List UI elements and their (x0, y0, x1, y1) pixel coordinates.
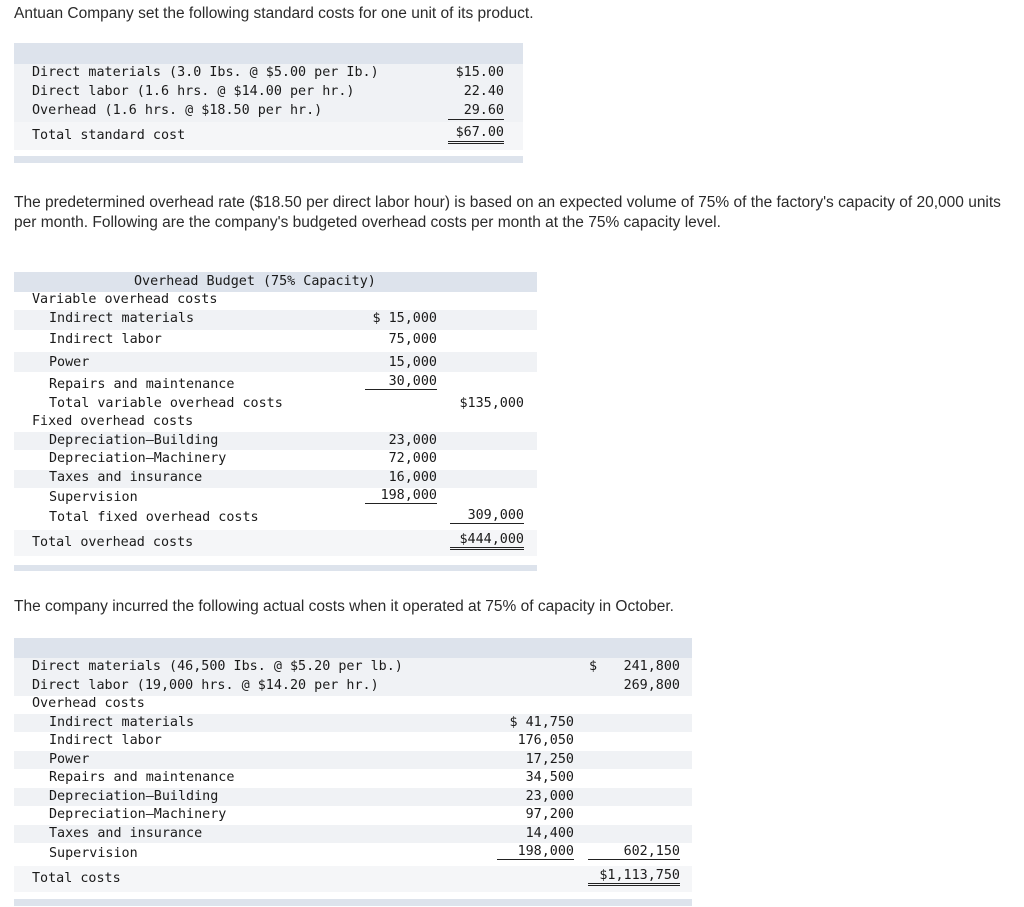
actual-dm-label: Direct materials (46,500 Ibs. @ $5.20 per lb.) (32, 659, 403, 674)
actual-item-label: Indirect labor (49, 733, 162, 748)
actual-costs-paragraph: The company incurred the following actual costs when it operated at 75% of capacity in October. (14, 598, 674, 615)
std-row-amount: 22.40 (463, 84, 504, 99)
actual-item-label: Supervision (49, 846, 138, 861)
std-row-amount: 29.60 (448, 103, 504, 120)
std-total-amount: $67.00 (448, 125, 504, 144)
actual-item-label: Depreciation—Machinery (49, 807, 227, 822)
budget-item-amount: 15,000 (388, 355, 437, 370)
intro-text: Antuan Company set the following standard costs for one unit of its product. (14, 5, 534, 22)
grand-total-amount: $444,000 (450, 532, 524, 550)
variable-heading: Variable overhead costs (32, 292, 218, 307)
actual-dm-dollar: $ (589, 659, 598, 674)
actual-item-label: Power (49, 752, 90, 767)
std-row-label: Direct materials (3.0 Ibs. @ $5.00 per Ib.) (32, 65, 379, 80)
std-row-label: Overhead (1.6 hrs. @ $18.50 per hr.) (32, 103, 323, 118)
std-row-label: Direct labor (1.6 hrs. @ $14.00 per hr.) (32, 84, 355, 99)
actual-overhead-heading: Overhead costs (32, 696, 145, 711)
std-total-label: Total standard cost (32, 128, 186, 143)
actual-item-amount: 14,400 (525, 826, 574, 841)
actual-item-amount: $ 41,750 (509, 715, 574, 730)
actual-item-amount: 23,000 (525, 789, 574, 804)
budget-item-amount: $ 15,000 (372, 311, 437, 326)
budget-item-amount: 23,000 (388, 433, 437, 448)
std-row-amount: $15.00 (455, 65, 504, 80)
fixed-heading: Fixed overhead costs (32, 414, 194, 429)
actual-item-label: Repairs and maintenance (49, 770, 235, 785)
budget-item-label: Indirect materials (49, 311, 195, 326)
actual-item-amount: 17,250 (525, 752, 574, 767)
budget-item-label: Depreciation—Machinery (49, 451, 227, 466)
actual-dl-label: Direct labor (19,000 hrs. @ $14.20 per hr.) (32, 678, 379, 693)
actual-item-amount: 34,500 (525, 770, 574, 785)
budget-item-amount: 198,000 (365, 488, 437, 504)
budget-item-label: Supervision (49, 490, 138, 505)
actual-item-label: Taxes and insurance (49, 826, 203, 841)
variable-total-label: Total variable overhead costs (49, 396, 283, 411)
budget-item-label: Taxes and insurance (49, 470, 203, 485)
budget-item-label: Repairs and maintenance (49, 377, 235, 392)
actual-total-label: Total costs (32, 871, 121, 886)
fixed-total-label: Total fixed overhead costs (49, 510, 259, 525)
budget-item-amount: 75,000 (388, 332, 437, 347)
budget-title: Overhead Budget (75% Capacity) (134, 274, 376, 289)
actual-item-amount: 97,200 (525, 807, 574, 822)
budget-item-amount: 72,000 (388, 451, 437, 466)
grand-total-label: Total overhead costs (32, 535, 194, 550)
actual-dl-amount: 269,800 (623, 678, 680, 693)
variable-total-amount: $135,000 (459, 396, 524, 411)
actual-total-amount: $1,113,750 (588, 868, 680, 886)
overhead-rate-paragraph: The predetermined overhead rate ($18.50 per direct labor hour) is based on an expected volume of 75% of the factory's capacity of 20,000 units per month. Following are the company's budgeted overhead costs per month at the 75% capacity level. (14, 194, 1001, 231)
actual-item-amount: 198,000 (497, 844, 574, 860)
actual-item-label: Indirect materials (49, 715, 195, 730)
budget-item-amount: 16,000 (388, 470, 437, 485)
budget-item-label: Indirect labor (49, 332, 162, 347)
actual-item-amount: 176,050 (517, 733, 574, 748)
fixed-total-amount: 309,000 (450, 508, 524, 524)
actual-item-label: Depreciation—Building (49, 789, 219, 804)
budget-item-label: Power (49, 355, 90, 370)
budget-item-label: Depreciation—Building (49, 433, 219, 448)
budget-item-amount: 30,000 (365, 374, 437, 390)
actual-dm-amount: 241,800 (623, 659, 680, 674)
actual-overhead-total: 602,150 (588, 844, 680, 860)
